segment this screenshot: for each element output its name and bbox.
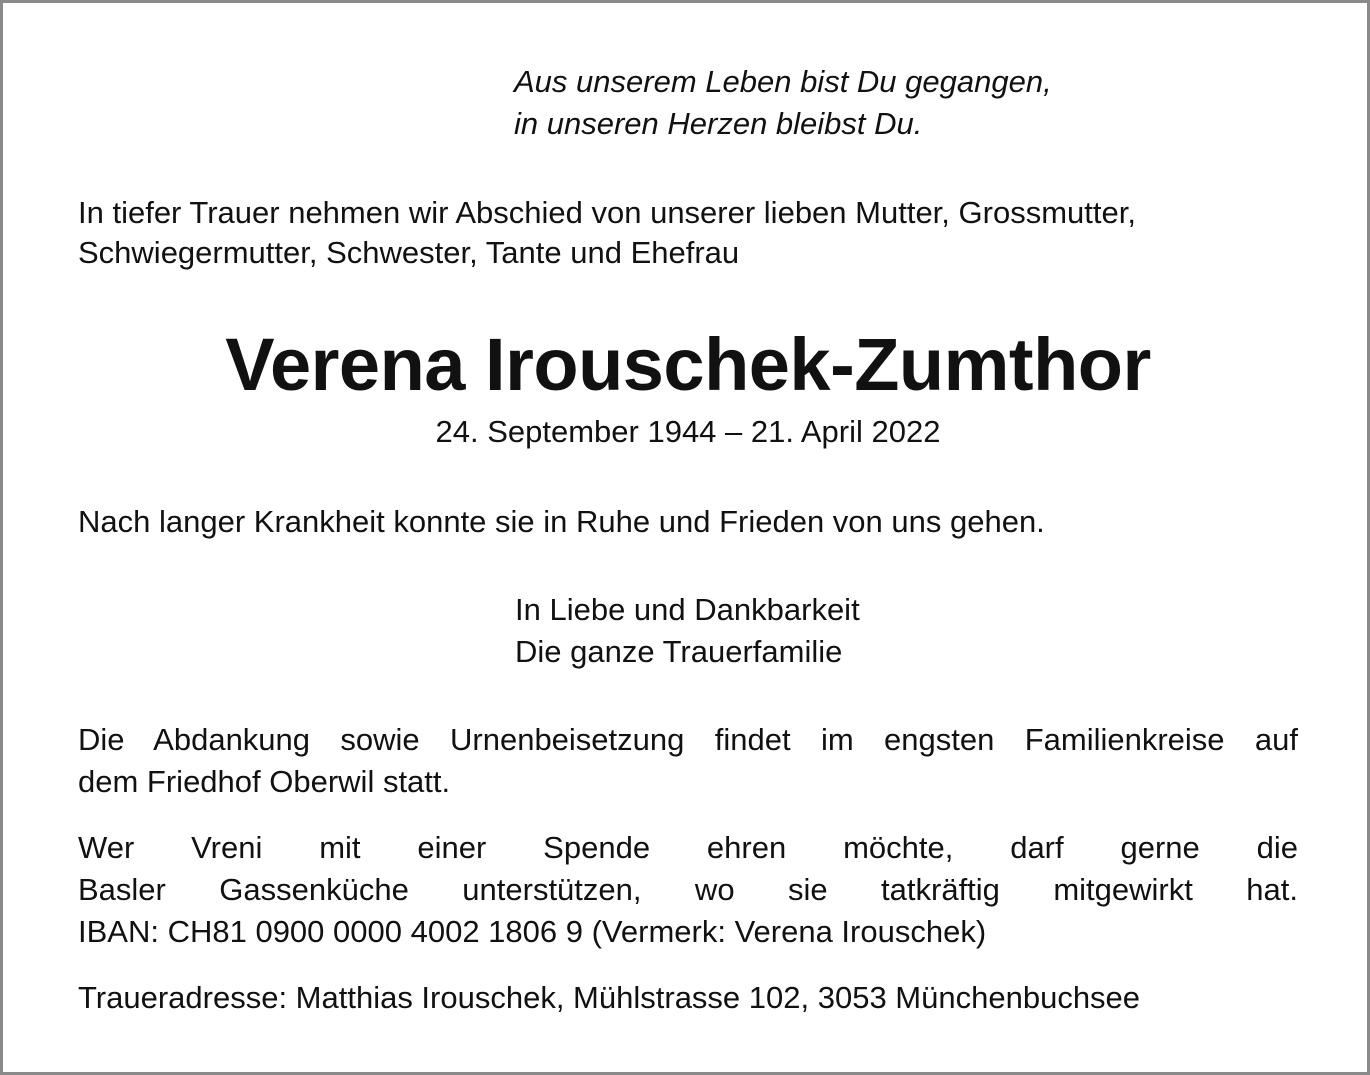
mourning-address: Traueradresse: Matthias Irouschek, Mühlstrasse 102, 3053 Münchenbuchsee	[78, 980, 1141, 1015]
quote-line-1: Aus unserem Leben bist Du gegangen,	[514, 64, 1052, 99]
memorial-quote	[514, 61, 1052, 145]
signoff-line-1: In Liebe und Dankbarkeit	[515, 592, 860, 627]
deceased-name: Verena Irouschek-Zumthor	[225, 323, 1151, 406]
donation-text	[78, 827, 1298, 953]
signoff-line-2: Die ganze Trauerfamilie	[515, 634, 843, 669]
intro-line-1: In tiefer Trauer nehmen wir Abschied von unserer lieben Mutter, Grossmutter,	[78, 195, 1136, 230]
ceremony-line-2: dem Friedhof Oberwil statt.	[78, 764, 451, 799]
donation-line-1: Wer Vreni mit einer Spende ehren möchte, darf gerne die	[78, 830, 1298, 865]
family-signoff	[515, 589, 860, 673]
quote-line-2: in unseren Herzen bleibst Du.	[514, 106, 923, 141]
ceremony-line-1: Die Abdankung sowie Urnenbeisetzung findet im engsten Familienkreise auf	[78, 722, 1298, 757]
life-dates: 24. September 1944 – 21. April 2022	[435, 414, 941, 449]
donation-line-2: Basler Gassenküche unterstützen, wo sie tatkräftig mitgewirkt hat.	[78, 872, 1298, 907]
intro-line-2: Schwiegermutter, Schwester, Tante und Ehefrau	[78, 235, 740, 270]
ceremony-text	[78, 719, 1298, 803]
donation-iban-line: IBAN: CH81 0900 0000 4002 1806 9 (Vermerk: Verena Irouschek)	[78, 914, 987, 949]
intro-text	[78, 193, 1298, 273]
passing-text: Nach langer Krankheit konnte sie in Ruhe und Frieden von uns gehen.	[78, 504, 1045, 539]
